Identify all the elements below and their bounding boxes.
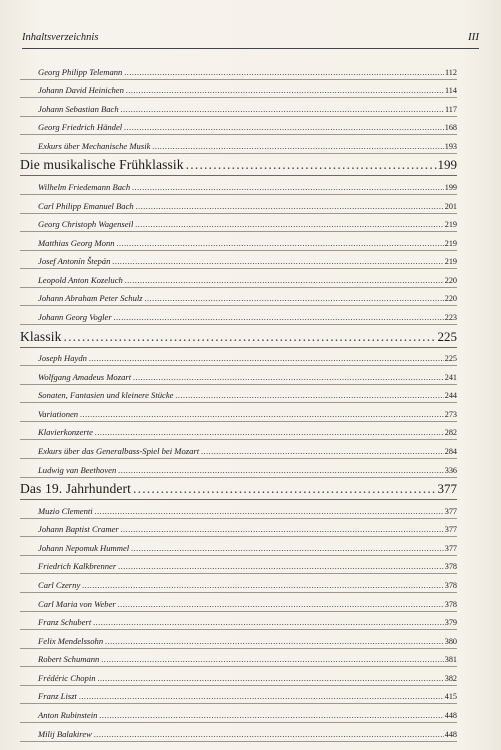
toc-page-number: 377 <box>444 543 457 553</box>
dot-leader <box>175 390 443 400</box>
dot-leader <box>152 141 443 151</box>
toc-chapter-row <box>20 325 457 348</box>
header-title: Inhaltsverzeichnis <box>22 32 99 43</box>
dot-leader <box>124 122 444 132</box>
toc-page-number: 382 <box>444 673 457 683</box>
toc-entry-title: Exkurs über das Generalbass-Spiel bei Mozart <box>38 445 200 456</box>
toc-entry-row <box>20 537 457 556</box>
toc-entry-title: Georg Christoph Wagenseil <box>38 219 134 230</box>
toc-entry-title: Anton Rubinstein <box>38 710 98 720</box>
toc-entry-row <box>20 176 457 195</box>
dot-leader <box>80 409 444 419</box>
toc-entry-title: Leopold Anton Kozeluch <box>38 274 123 285</box>
toc-entry-title: Wolfgang Amadeus Mozart <box>38 371 132 382</box>
toc-page-number: 415 <box>444 692 457 702</box>
dot-leader <box>118 465 443 475</box>
dot-leader <box>118 561 444 571</box>
toc-entry-title: Franz Liszt <box>38 691 77 702</box>
toc-page-number: 193 <box>444 141 457 151</box>
dot-leader <box>114 312 444 322</box>
dot-leader <box>89 353 444 363</box>
toc-entry-row <box>20 306 457 325</box>
toc-page-number: 377 <box>437 481 457 497</box>
toc-page-number: 448 <box>444 711 457 720</box>
dot-leader <box>101 654 443 664</box>
toc-page-number: 336 <box>444 465 457 475</box>
toc-entry-row <box>20 612 457 631</box>
toc-page-number: 220 <box>444 294 457 304</box>
toc-entry-row <box>20 135 457 154</box>
toc-entry-row <box>20 556 457 575</box>
table-of-contents <box>20 61 457 742</box>
toc-entry-row <box>20 519 457 538</box>
header-page-number: III <box>468 31 479 43</box>
toc-entry-title: Johann Georg Vogler <box>38 312 112 323</box>
toc-entry-title: Das 19. Jahrhundert <box>20 481 132 497</box>
toc-entry-title: Sonaten, Fantasien und kleinere Stücke <box>38 390 174 401</box>
toc-entry-row <box>20 366 457 385</box>
toc-chapter-row <box>20 154 457 177</box>
toc-page-number: 244 <box>444 391 457 401</box>
dot-leader <box>121 524 444 534</box>
toc-page-number: 199 <box>444 182 457 192</box>
toc-entry-row <box>20 232 457 251</box>
toc-entry-title: Joseph Haydn <box>38 353 87 364</box>
toc-page-number: 377 <box>444 506 457 516</box>
toc-page-number: 219 <box>444 257 457 267</box>
dot-leader <box>82 580 443 590</box>
dot-leader <box>105 636 444 646</box>
toc-entry-title: Klavierkonzerte <box>38 427 93 438</box>
toc-entry-row <box>20 98 457 117</box>
dot-leader <box>124 67 444 77</box>
toc-page-number: 380 <box>444 636 457 646</box>
toc-entry-title: Ludwig van Beethoven <box>38 464 117 475</box>
toc-entry-title: Johann Baptist Cramer <box>38 524 119 535</box>
dot-leader <box>135 219 443 229</box>
toc-entry-title: Johann Sebastian Bach <box>38 103 119 114</box>
toc-entry-title: Josef Antonín Štepán <box>38 256 111 267</box>
toc-entry-title: Exkurs über Mechanische Musik <box>38 140 151 151</box>
toc-page-number: 219 <box>444 220 457 230</box>
toc-entry-title: Robert Schumann <box>38 654 100 665</box>
toc-entry-row <box>20 251 457 270</box>
toc-entry-title: Carl Maria von Weber <box>38 598 116 609</box>
dot-leader <box>186 157 437 173</box>
toc-entry-title: Georg Philipp Telemann <box>38 66 123 77</box>
toc-entry-row <box>20 704 457 723</box>
toc-page-number: 282 <box>444 428 457 438</box>
dot-leader <box>201 446 444 456</box>
toc-page-number: 379 <box>444 618 457 628</box>
toc-entry-row <box>20 574 457 593</box>
toc-page-number: 377 <box>444 525 457 535</box>
toc-entry-row <box>20 440 457 459</box>
dot-leader <box>125 275 444 285</box>
toc-entry-row <box>20 288 457 307</box>
toc-entry-row <box>20 723 457 742</box>
toc-page-number: 241 <box>444 372 457 382</box>
toc-entry-row <box>20 459 457 478</box>
toc-entry-title: Friedrich Kalkbrenner <box>38 561 117 572</box>
toc-page-number: 225 <box>437 328 457 344</box>
dot-leader <box>118 599 444 609</box>
toc-page-number: 220 <box>444 275 457 285</box>
toc-entry-row <box>20 667 457 686</box>
toc-entry-title: Muzio Clementi <box>38 505 93 516</box>
toc-entry-title: Johann David Heinichen <box>38 85 124 96</box>
toc-page-number: 378 <box>444 580 457 590</box>
dot-leader <box>79 691 444 701</box>
toc-entry-row <box>20 385 457 404</box>
dot-leader <box>145 293 444 303</box>
toc-page-number: 223 <box>444 313 457 323</box>
dot-leader <box>95 427 444 437</box>
toc-entry-row <box>20 686 457 705</box>
toc-entry-row <box>20 403 457 422</box>
toc-entry-row <box>20 195 457 214</box>
toc-entry-row <box>20 649 457 668</box>
toc-entry-row <box>20 348 457 367</box>
toc-page-number: 284 <box>444 446 457 456</box>
toc-entry-title: Frédéric Chopin <box>38 672 96 683</box>
toc-entry-title: Carl Philipp Emanuel Bach <box>38 200 134 211</box>
toc-entry-title: Johann Abraham Peter Schulz <box>38 293 143 304</box>
toc-entry-title: Milij Balakirew <box>38 728 92 739</box>
dot-leader <box>133 372 444 382</box>
toc-page-number: 219 <box>444 238 457 248</box>
toc-entry-title: Johann Nepomuk Hummel <box>38 542 130 553</box>
toc-page-number: 448 <box>444 729 457 739</box>
dot-leader <box>126 85 444 95</box>
toc-entry-row <box>20 500 457 519</box>
dot-leader <box>95 506 444 516</box>
toc-entry-row <box>20 269 457 288</box>
toc-entry-row <box>20 593 457 612</box>
toc-entry-row <box>20 80 457 99</box>
dot-leader <box>121 104 444 114</box>
dot-leader <box>112 256 443 266</box>
toc-entry-row <box>20 214 457 233</box>
running-header <box>22 30 479 49</box>
dot-leader <box>133 481 436 497</box>
toc-entry-title: Wilhelm Friedemann Bach <box>38 181 131 192</box>
toc-page-number: 199 <box>437 157 457 173</box>
dot-leader <box>99 710 443 720</box>
toc-page-number: 381 <box>444 655 457 665</box>
toc-chapter-row <box>20 478 457 501</box>
toc-entry-title: Variationen <box>38 408 79 419</box>
toc-entry-title: Georg Friedrich Händel <box>38 122 123 133</box>
toc-page-number: 225 <box>444 354 457 364</box>
toc-page-number: 378 <box>444 562 457 572</box>
toc-page-number: 273 <box>444 409 457 419</box>
toc-entry-title: Die musikalische Frühklassik <box>20 157 184 173</box>
dot-leader <box>117 238 444 248</box>
toc-entry-title: Franz Schubert <box>38 617 92 628</box>
dot-leader <box>136 201 444 211</box>
toc-entry-row <box>20 422 457 441</box>
toc-entry-row <box>20 61 457 80</box>
toc-entry-title: Carl Czerny <box>38 579 81 590</box>
toc-page-number: 112 <box>445 67 457 77</box>
dot-leader <box>94 729 444 739</box>
toc-entry-title: Felix Mendelssohn <box>38 635 104 646</box>
toc-page-number: 201 <box>444 201 457 211</box>
dot-leader <box>132 182 444 192</box>
dot-leader <box>93 617 443 627</box>
toc-entry-title: Klassik <box>20 328 62 344</box>
toc-page-number: 114 <box>445 86 457 96</box>
dot-leader <box>98 673 444 683</box>
toc-entry-title: Matthias Georg Monn <box>38 237 115 248</box>
dot-leader <box>63 329 436 345</box>
toc-entry-row <box>20 630 457 649</box>
toc-page-number: 117 <box>445 104 457 114</box>
toc-page-number: 168 <box>444 123 457 133</box>
toc-entry-row <box>20 117 457 136</box>
toc-page-number: 378 <box>444 599 457 609</box>
dot-leader <box>131 543 444 553</box>
